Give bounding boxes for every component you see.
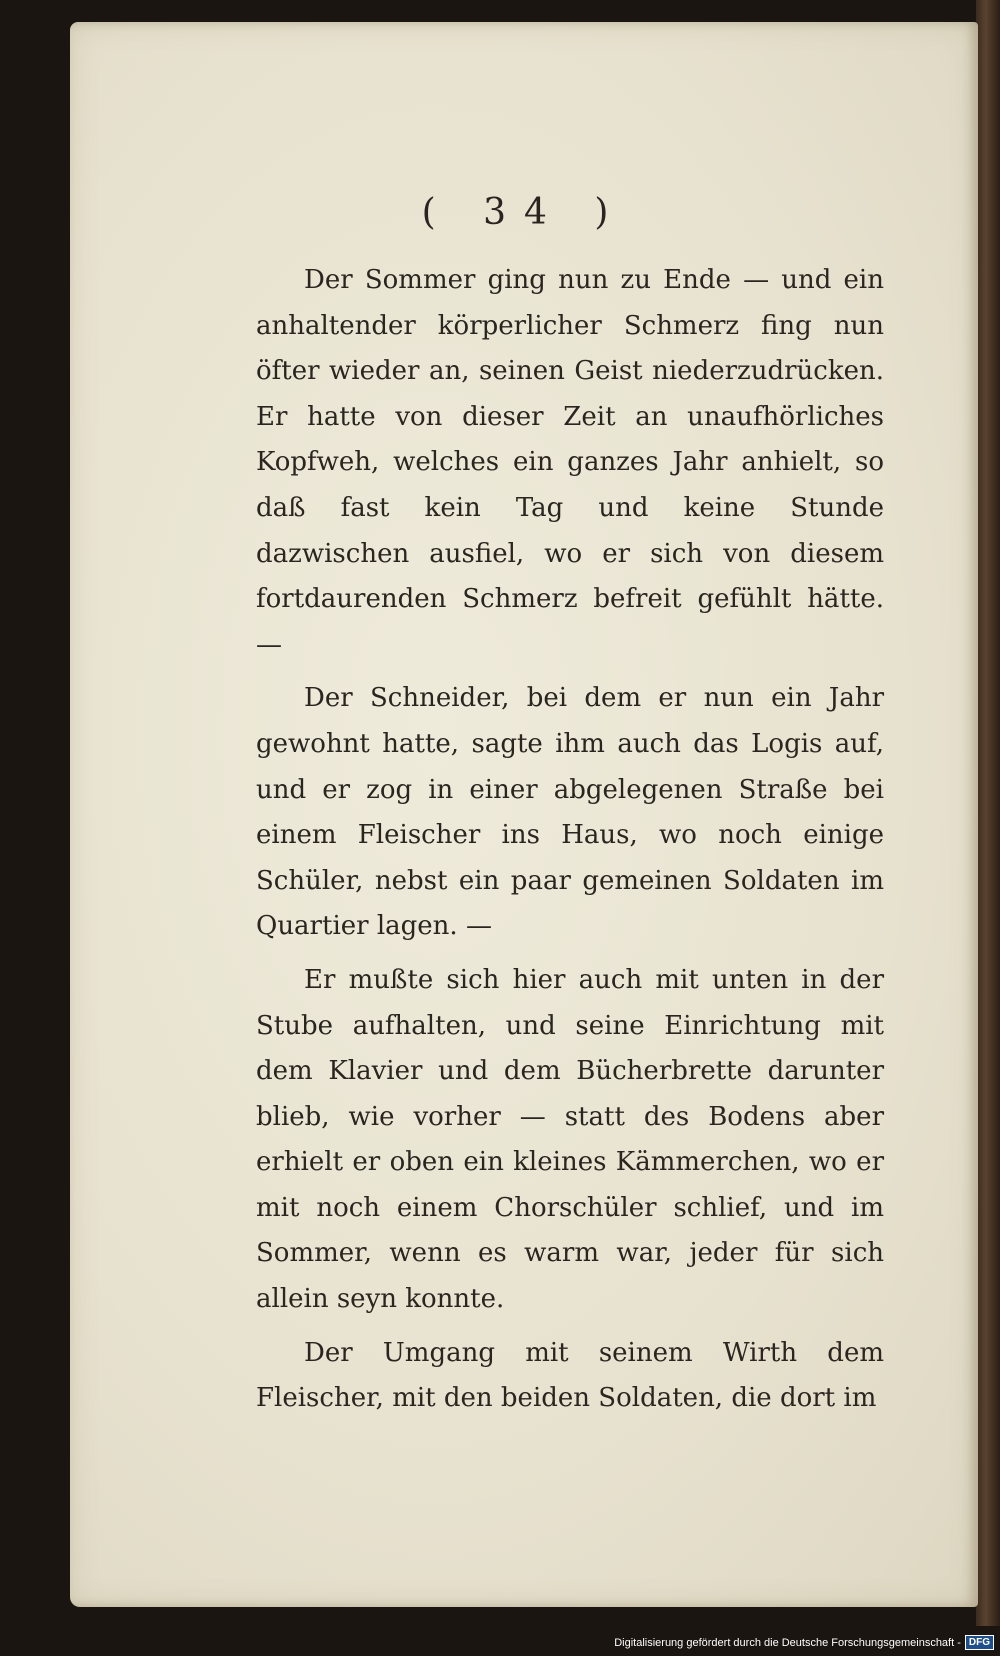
funding-credit-text: Digitalisierung gefördert durch die Deutsche Forschungsgemeinschaft - [614, 1636, 961, 1649]
paragraph-1: Der Sommer ging nun zu Ende — und ein anhaltender körperlicher Schmerz fing nun öfter wieder an, seinen Geist niederzudrücken. Er hatte von dieser Zeit an unaufhörliches Kopfweh, welches ein ganzes Jahr anhielt, so daß fast kein Tag und keine Stunde dazwischen ausfiel, wo er sich von diesem fortdaurenden Schmerz befreit gefühlt hätte. — [256, 265, 884, 660]
footer-credit [614, 1635, 994, 1650]
paragraph-3: Er mußte sich hier auch mit unten in der Stube aufhalten, und seine Einrichtung mit dem Klavier und dem Bücherbrette darunter blieb, wie vorher — statt des Bodens aber erhielt er oben ein kleines Kämmerchen, wo er mit noch einem Chorschüler schlief, und im Sommer, wenn es warm war, jeder für sich allein seyn konnte. [256, 964, 884, 1315]
page-number: ( 34 ) [421, 192, 627, 233]
paragraph-2: Der Schneider, bei dem er nun ein Jahr gewohnt hatte, sagte ihm auch das Logis auf, und er zog in einer abgelegenen Straße bei einem Fleischer ins Haus, wo noch einige Schüler, nebst ein paar gemeinen Soldaten im Quartier lagen. — [256, 683, 884, 942]
paragraph-4: Der Umgang mit seinem Wirth dem Fleischer, mit den beiden Soldaten, die dort im [256, 1337, 884, 1414]
footer-bar [0, 1626, 1000, 1656]
book-page [70, 22, 978, 1607]
dfg-logo: DFG [965, 1635, 994, 1650]
book-spine-edge [976, 0, 1000, 1656]
body-text [256, 258, 884, 1430]
